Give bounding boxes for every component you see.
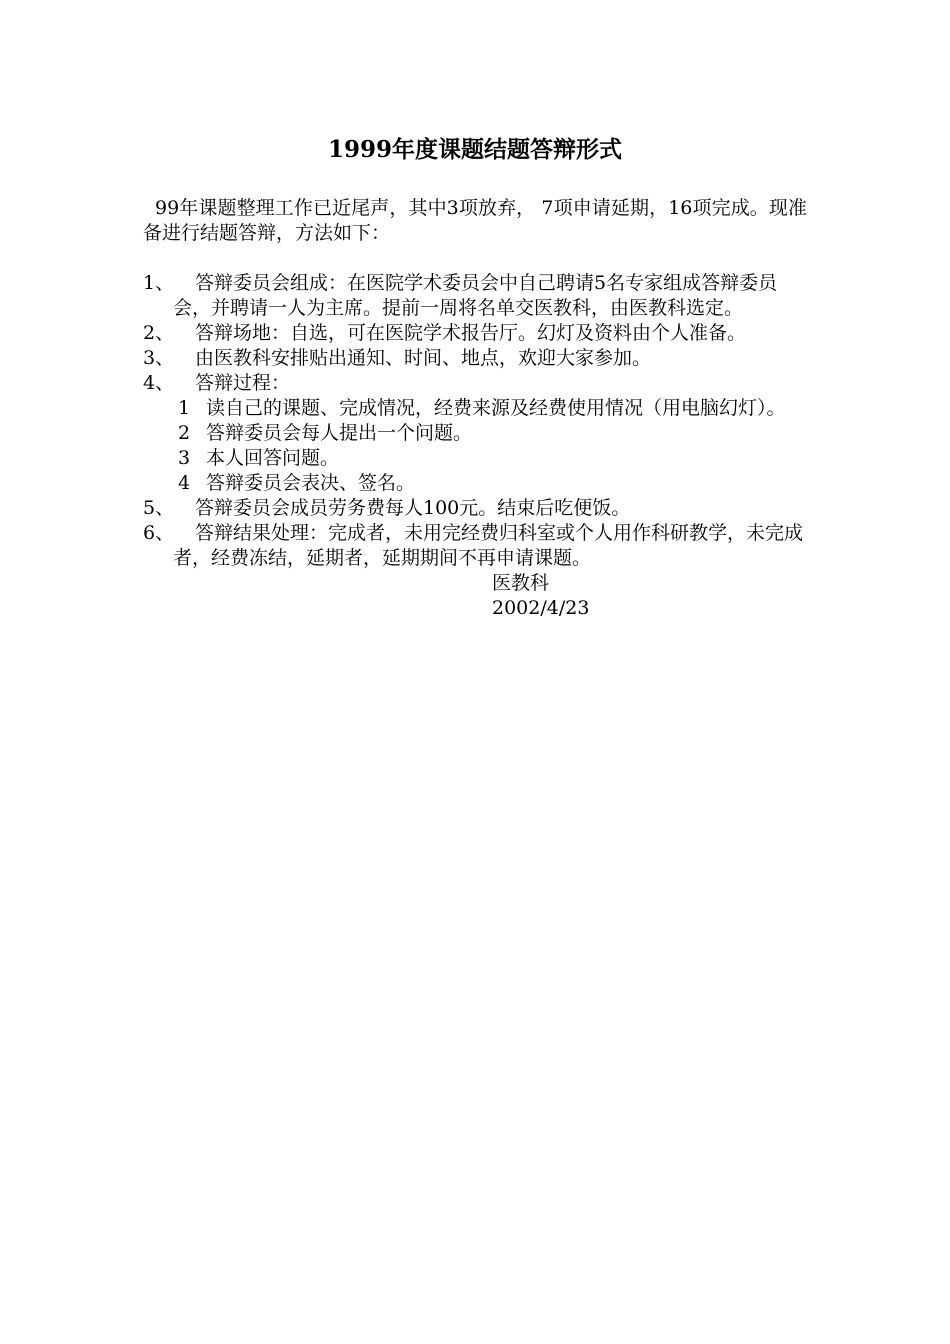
procedure-list bbox=[143, 271, 807, 571]
list-item-number: 5、 bbox=[143, 497, 175, 519]
document-title: 1999年度课题结题答辩形式 bbox=[327, 136, 622, 163]
list-item-text: 答辩结果处理：完成者，未用完经费归科室或个人用作科研教学，未完成者，经费冻结，延期者，延期期间不再申请课题。 bbox=[173, 522, 804, 569]
sub-list-item-number: 1 bbox=[178, 397, 191, 419]
sub-list-item-text: 读自己的课题、完成情况，经费来源及经费使用情况（用电脑幻灯）。 bbox=[206, 397, 786, 419]
list-item bbox=[143, 371, 807, 396]
sub-list-item-text: 答辩委员会表决、签名。 bbox=[206, 472, 416, 494]
list-item bbox=[143, 271, 807, 321]
list-item-number: 4、 bbox=[143, 372, 175, 394]
list-item-text: 由医教科安排贴出通知、时间、地点，欢迎大家参加。 bbox=[195, 347, 652, 369]
sub-list-item-number: 3 bbox=[178, 447, 191, 469]
sub-list-item bbox=[143, 446, 807, 471]
sub-list-item bbox=[143, 396, 807, 421]
intro-paragraph: 99年课题整理工作已近尾声，其中3项放弃， 7项申请延期，16项完成。现准备进行结题答辩，方法如下： bbox=[143, 197, 807, 244]
document-body bbox=[143, 196, 807, 621]
list-item-text: 答辩过程： bbox=[195, 372, 291, 394]
sub-list-item bbox=[143, 471, 807, 496]
signature-date: 2002/4/23 bbox=[492, 597, 590, 619]
sub-list-item-number: 4 bbox=[178, 472, 191, 494]
list-item-number: 3、 bbox=[143, 347, 175, 369]
sub-list-item-text: 答辩委员会每人提出一个问题。 bbox=[206, 422, 473, 444]
list-item-number: 2、 bbox=[143, 322, 175, 344]
list-item bbox=[143, 346, 807, 371]
list-item-number: 1、 bbox=[143, 272, 175, 294]
list-item-text: 答辩场地：自选，可在医院学术报告厅。幻灯及资料由个人准备。 bbox=[195, 322, 747, 344]
sub-list-item-text: 本人回答问题。 bbox=[206, 447, 340, 469]
list-item bbox=[143, 521, 807, 571]
list-item-text: 答辩委员会组成：在医院学术委员会中自己聘请5名专家组成答辩委员会，并聘请一人为主席。提前一周将名单交医教科，由医教科选定。 bbox=[173, 272, 778, 319]
list-item bbox=[143, 496, 807, 521]
sub-list-item bbox=[143, 421, 807, 446]
list-item-text: 答辩委员会成员劳务费每人100元。结束后吃便饭。 bbox=[195, 497, 631, 519]
sub-list-item-number: 2 bbox=[178, 422, 191, 444]
signature-department: 医教科 bbox=[492, 572, 550, 594]
list-item-number: 6、 bbox=[143, 522, 175, 544]
list-item bbox=[143, 321, 807, 346]
